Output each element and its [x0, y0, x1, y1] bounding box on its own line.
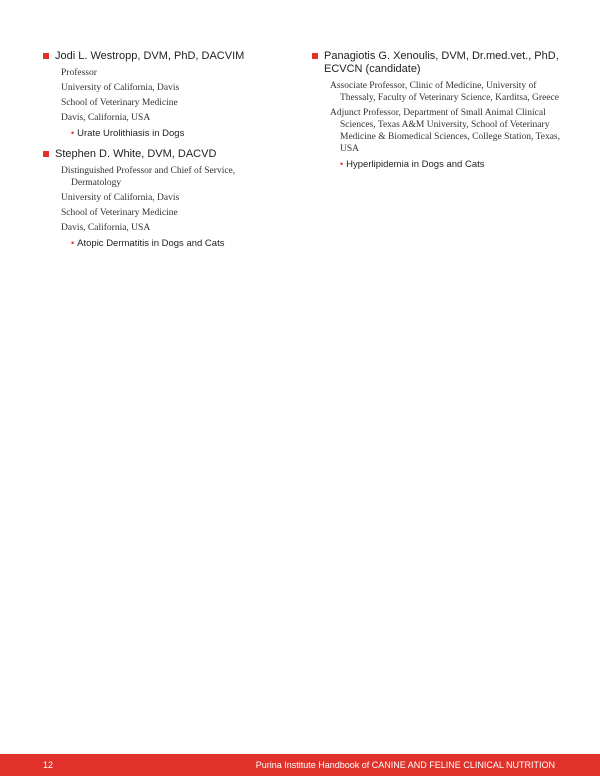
contributor-detail: University of California, Davis	[61, 83, 180, 93]
square-bullet-icon	[43, 53, 49, 59]
contributor-name: Jodi L. Westropp, DVM, PhD, DACVIM	[43, 50, 283, 63]
contributor-detail: Professor	[61, 68, 97, 78]
contributor-detail: Associate Professor, Clinic of Medicine, University of Thessaly, Faculty of Veterinary Science, Karditsa, Greece	[330, 81, 559, 103]
contributor-entry	[43, 148, 283, 250]
square-bullet-icon	[312, 53, 318, 59]
contributor-detail: University of California, Davis	[61, 193, 180, 203]
contributor-detail: Adjunct Professor, Department of Small Animal Clinical Sciences, Texas A&M University, School of Veterinary Medicine & Biomedical Sciences, College Station, Texas, USA	[330, 108, 560, 154]
chapter-topic: • Hyperlipidemia in Dogs and Cats	[340, 159, 485, 170]
right-column	[312, 50, 564, 179]
contributor-detail: School of Veterinary Medicine	[61, 98, 178, 108]
contributor-entry	[43, 50, 283, 140]
contributor-name: Panagiotis G. Xenoulis, DVM, Dr.med.vet., PhD, ECVCN (candidate)	[312, 50, 564, 76]
page-footer	[0, 754, 600, 776]
bullet-dot-icon: •	[71, 128, 75, 138]
bullet-dot-icon: •	[71, 238, 75, 248]
square-bullet-icon	[43, 151, 49, 157]
bullet-dot-icon: •	[340, 159, 344, 169]
contributor-detail: School of Veterinary Medicine	[61, 208, 178, 218]
footer-title: Purina Institute Handbook of CANINE AND FELINE CLINICAL NUTRITION	[255, 760, 555, 770]
contributor-entry	[312, 50, 564, 171]
chapter-topic: • Urate Urolithiasis in Dogs	[71, 128, 185, 139]
contributor-detail: Distinguished Professor and Chief of Service, Dermatology	[61, 166, 236, 188]
page-number: 12	[43, 760, 54, 770]
contributor-detail: Davis, California, USA	[61, 223, 151, 233]
contributor-detail: Davis, California, USA	[61, 113, 151, 123]
left-column	[43, 50, 283, 258]
chapter-topic: • Atopic Dermatitis in Dogs and Cats	[71, 238, 225, 249]
contributor-name: Stephen D. White, DVM, DACVD	[43, 148, 283, 161]
